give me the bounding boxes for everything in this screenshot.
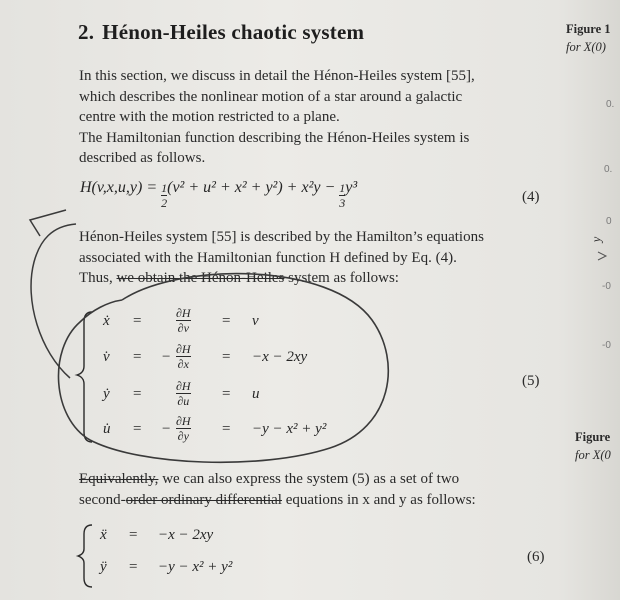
fraction-numerator: ∂H xyxy=(176,306,191,320)
row-sign: − xyxy=(162,349,171,365)
fraction-numerator: 1 xyxy=(161,181,168,195)
row-sign: − xyxy=(162,421,171,437)
row-equals: = xyxy=(129,559,138,575)
struck-text: order ordinary differential xyxy=(125,491,282,508)
struck-text: we obtain the Hénon-Heiles xyxy=(116,270,285,286)
row-equals: = xyxy=(222,421,231,437)
tick-label: -0 xyxy=(602,340,611,351)
text-fragment: equations in x and y as follows: xyxy=(285,491,476,508)
paragraph-line: described as follows. xyxy=(79,150,206,166)
axis-label-y: y xyxy=(589,236,604,243)
fraction-denominator: ∂v xyxy=(177,321,189,335)
partial-fraction xyxy=(176,307,191,334)
row-lhs: ẋ xyxy=(103,313,110,329)
brace-left-6 xyxy=(78,525,92,587)
section-heading xyxy=(78,20,364,45)
row-lhs: ẏ xyxy=(103,386,110,402)
figure1-title: Figure 1 xyxy=(566,22,611,36)
row-equals: = xyxy=(133,386,142,402)
fraction-denominator: 2 xyxy=(161,196,168,210)
tick-label: -0 xyxy=(602,281,611,292)
fraction-denominator: 3 xyxy=(339,196,346,210)
fraction-numerator: ∂H xyxy=(176,342,191,356)
equation-hamiltonian xyxy=(80,179,357,209)
equation-number-5: (5) xyxy=(522,373,540,389)
row-lhs: v̇ xyxy=(103,349,110,365)
row-lhs: ÿ xyxy=(100,559,107,575)
row-lhs: ẍ xyxy=(100,527,107,543)
fraction-denominator: ∂x xyxy=(177,357,189,371)
row-rhs: −x − 2xy xyxy=(158,527,214,543)
partial-fraction xyxy=(176,415,191,442)
row-rhs: v xyxy=(252,313,259,329)
equation-number-6: (6) xyxy=(527,549,545,565)
text-fragment: Thus, xyxy=(79,270,113,286)
section-title: Hénon-Heiles chaotic system xyxy=(102,20,365,44)
paragraph-line: which describes the nonlinear motion of a star around a galactic xyxy=(79,88,463,105)
brace-left-5 xyxy=(77,312,92,442)
hand-drawn-arrow xyxy=(31,224,76,378)
paragraph-line: In this section, we discuss in detail the Hénon-Heiles system [55], xyxy=(79,68,475,84)
paragraph-line xyxy=(79,268,549,289)
text-fragment: system as follows: xyxy=(288,270,399,286)
arrow-head-icon xyxy=(30,210,66,236)
partial-fraction xyxy=(176,380,191,407)
paragraph-line: The Hamiltonian function describing the Hénon-Heiles system is xyxy=(79,129,470,146)
paragraph-line xyxy=(79,490,549,511)
row-equals: = xyxy=(129,527,138,543)
figure2-title: Figure xyxy=(575,430,611,444)
equation-middle: (v² + u² + x² + y²) + x²y − xyxy=(167,179,336,196)
tick-label: 0. xyxy=(604,164,613,175)
fraction-denominator: ∂u xyxy=(177,394,190,408)
fraction-numerator: ∂H xyxy=(176,379,191,393)
figure2-caption: for X(0 xyxy=(575,448,611,462)
row-rhs: −x − 2xy xyxy=(252,349,308,365)
section-number: 2. xyxy=(78,20,95,44)
equation-lhs: H(v,x,u,y) = xyxy=(80,179,158,196)
text-fragment: second- xyxy=(79,491,126,508)
paragraph-line xyxy=(79,469,549,490)
struck-text: Equivalently, xyxy=(79,471,159,487)
tick-label: 0 xyxy=(606,216,612,227)
text-fragment: we can also express the system (5) as a set of two xyxy=(162,471,460,487)
row-equals: = xyxy=(133,421,142,437)
row-equals: = xyxy=(222,349,231,365)
row-rhs: −y − x² + y² xyxy=(158,559,233,575)
fraction-numerator: 1 xyxy=(339,181,346,195)
row-lhs: u̇ xyxy=(103,421,111,437)
equation-tail: y³ xyxy=(345,179,358,196)
tick-label: 0. xyxy=(606,99,615,110)
paragraph-hamilton xyxy=(79,227,549,289)
fraction-numerator: ∂H xyxy=(176,414,191,428)
row-equals: = xyxy=(222,313,231,329)
paragraph-line: centre with the motion restricted to a plane. xyxy=(79,109,340,125)
row-rhs: u xyxy=(252,386,260,402)
paragraph-line: Hénon-Heiles system [55] is described by the Hamilton’s equations xyxy=(79,229,484,245)
figure1-caption: for X(0) xyxy=(566,40,606,54)
paragraph-intro xyxy=(79,66,549,169)
paragraph-line: associated with the Hamiltonian function H defined by Eq. (4). xyxy=(79,249,457,266)
row-equals: = xyxy=(133,349,142,365)
paragraph-equivalent xyxy=(79,469,549,510)
row-equals: = xyxy=(222,386,231,402)
equation-number-4: (4) xyxy=(522,189,540,205)
fraction-denominator: ∂y xyxy=(177,429,189,443)
row-rhs: −y − x² + y² xyxy=(252,421,327,437)
row-equals: = xyxy=(133,313,142,329)
partial-fraction xyxy=(176,343,191,370)
margin-mark-icon xyxy=(598,252,606,260)
